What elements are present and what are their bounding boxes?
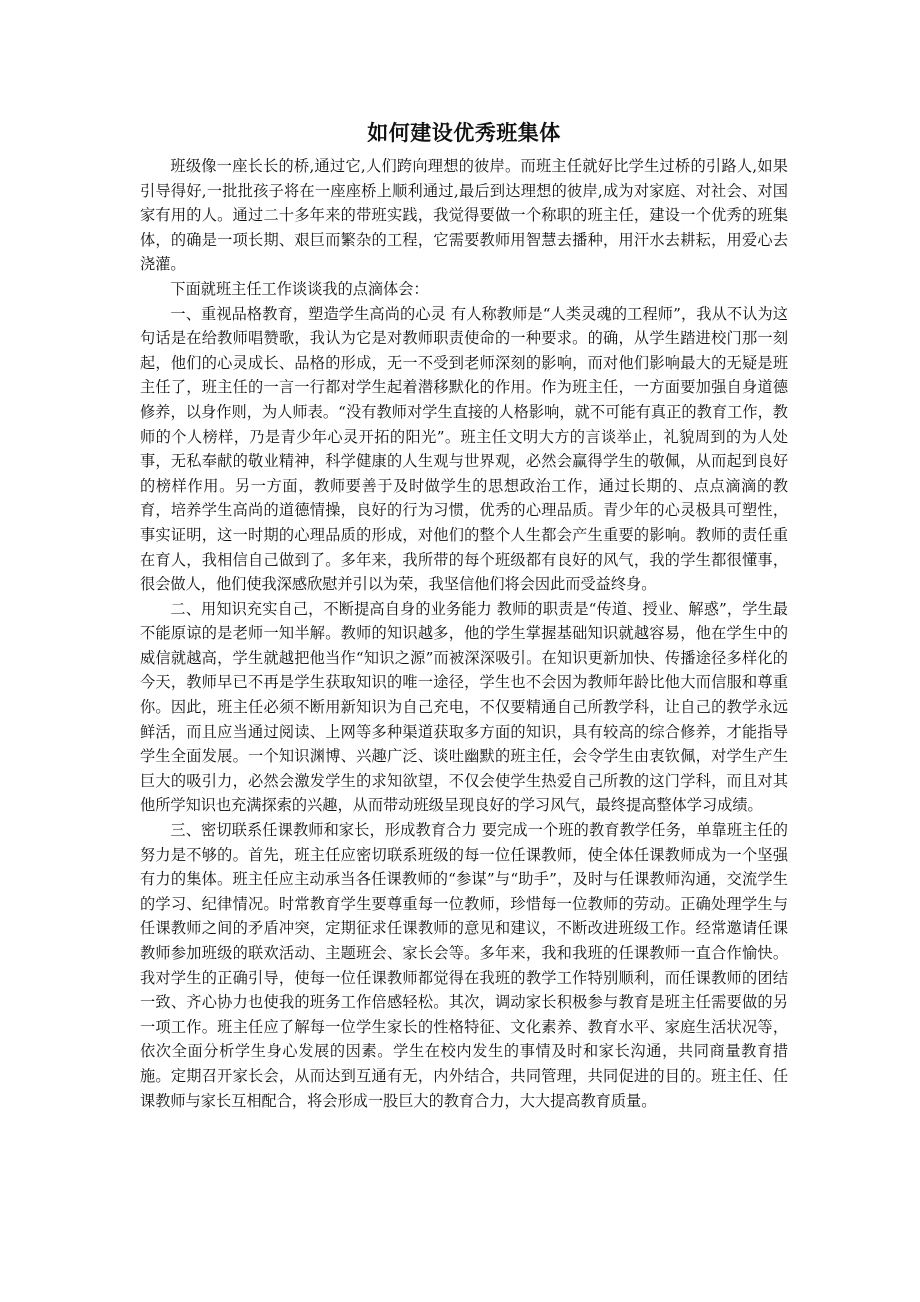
document-title: 如何建设优秀班集体 bbox=[367, 121, 561, 145]
document-body bbox=[140, 118, 788, 1113]
paragraph-section-3: 三、密切联系任课教师和家长，形成教育合力 要完成一个班的教育教学任务，单靠班主任的努力是不够的。首先，班主任应密切联系班级的每一位任课教师，使全体任课教师成为一个坚强有力的集体。班主任应主动承当各任课教师的“参谋”与“助手”，及时与任课教师沟通，交流学生的学习、纪律情况。时常教育学生要尊重每一位教师，珍惜每一位教师的劳动。正确处理学生与任课教师之间的矛盾冲突，定期征求任课教师的意见和建议，不断改进班级工作。经常邀请任课教师参加班级的联欢活动、主题班会、家长会等。多年来，我和我班的任课教师一直合作愉快。我对学生的正确引导，使每一位任课教师都觉得在我班的教学工作特别顺利，而任课教师的团结一致、齐心协力也使我的班务工作倍感轻松。其次，调动家长积极参与教育是班主任需要做的另一项工作。班主任应了解每一位学生家长的性格特征、文化素养、教育水平、家庭生活状况等，依次全面分析学生身心发展的因素。学生在校内发生的事情及时和家长沟通，共同商量教育措施。定期召开家长会，从而达到互通有无，内外结合，共同管理，共同促进的目的。班主任、任课教师与家长互相配合，将会形成一股巨大的教育合力，大大提高教育质量。 bbox=[140, 821, 788, 1110]
paragraph-section-1: 一、重视品格教育，塑造学生高尚的心灵 有人称教师是“人类灵魂的工程师”，我从不认为这句话是在给教师唱赞歌，我认为它是对教师职责使命的一种要求。的确，从学生踏进校门那一刻起，他们的心灵成长、品格的形成，无一不受到老师深刻的影响，而对他们影响最大的无疑是班主任了，班主任的一言一行都对学生起着潜移默化的作用。作为班主任，一方面要加强自身道德修养，以身作则，为人师表。“没有教师对学生直接的人格影响，就不可能有真正的教育工作，教师的个人榜样，乃是青少年心灵开拓的阳光”。班主任文明大方的言谈举止，礼貌周到的为人处事，无私奉献的敬业精神，科学健康的人生观与世界观，必然会赢得学生的敬佩，从而起到良好的榜样作用。另一方面，教师要善于及时做学生的思想政治工作，通过长期的、点点滴滴的教育，培养学生高尚的道德情操，良好的行为习惯，优秀的心理品质。青少年的心灵极具可塑性，事实证明，这一时期的心理品质的形成，对他们的整个人生都会产生重要的影响。教师的责任重在育人，我相信自己做到了。多年来，我所带的每个班级都有良好的风气，我的学生都很懂事，很会做人，他们使我深感欣慰并引以为荣，我坚信他们将会因此而受益终身。 bbox=[140, 304, 788, 594]
paragraph-intro: 班级像一座长长的桥,通过它,人们跨向理想的彼岸。而班主任就好比学生过桥的引路人,如果引导得好,一批批孩子将在一座座桥上顺利通过,最后到达理想的彼岸,成为对家庭、对社会、对国家有用的人。通过二十多年来的带班实践，我觉得要做一个称职的班主任，建设一个优秀的班集体，的确是一项长期、艰巨而繁杂的工程，它需要教师用智慧去播种，用汗水去耕耘，用爱心去浇灌。 bbox=[140, 157, 788, 274]
paragraph-lead-in: 下面就班主任工作谈谈我的点滴体会： bbox=[170, 279, 429, 298]
paragraph-section-2: 二、用知识充实自己，不断提高自身的业务能力 教师的职责是“传道、授业、解惑”，学生最不能原谅的是老师一知半解。教师的知识越多，他的学生掌握基础知识就越容易，他在学生中的威信就越高，学生就越把他当作“知识之源”而被深深吸引。在知识更新加快、传播途径多样化的今天，教师早已不再是学生获取知识的唯一途径，学生也不会因为教师年龄比他大而信服和尊重你。因此，班主任必须不断用新知识为自己充电，不仅要精通自己所教学科，让自己的教学永远鲜活，而且应当通过阅读、上网等多种渠道获取多方面的知识，具有较高的综合修养，才能指导学生全面发展。一个知识渊博、兴趣广泛、谈吐幽默的班主任，会令学生由衷钦佩，对学生产生巨大的吸引力，必然会激发学生的求知欲望，不仅会使学生热爱自己所教的这门学科，而且对其他所学知识也充满探索的兴趣，从而带动班级呈现良好的学习风气，最终提高整体学习成绩。 bbox=[140, 599, 788, 815]
